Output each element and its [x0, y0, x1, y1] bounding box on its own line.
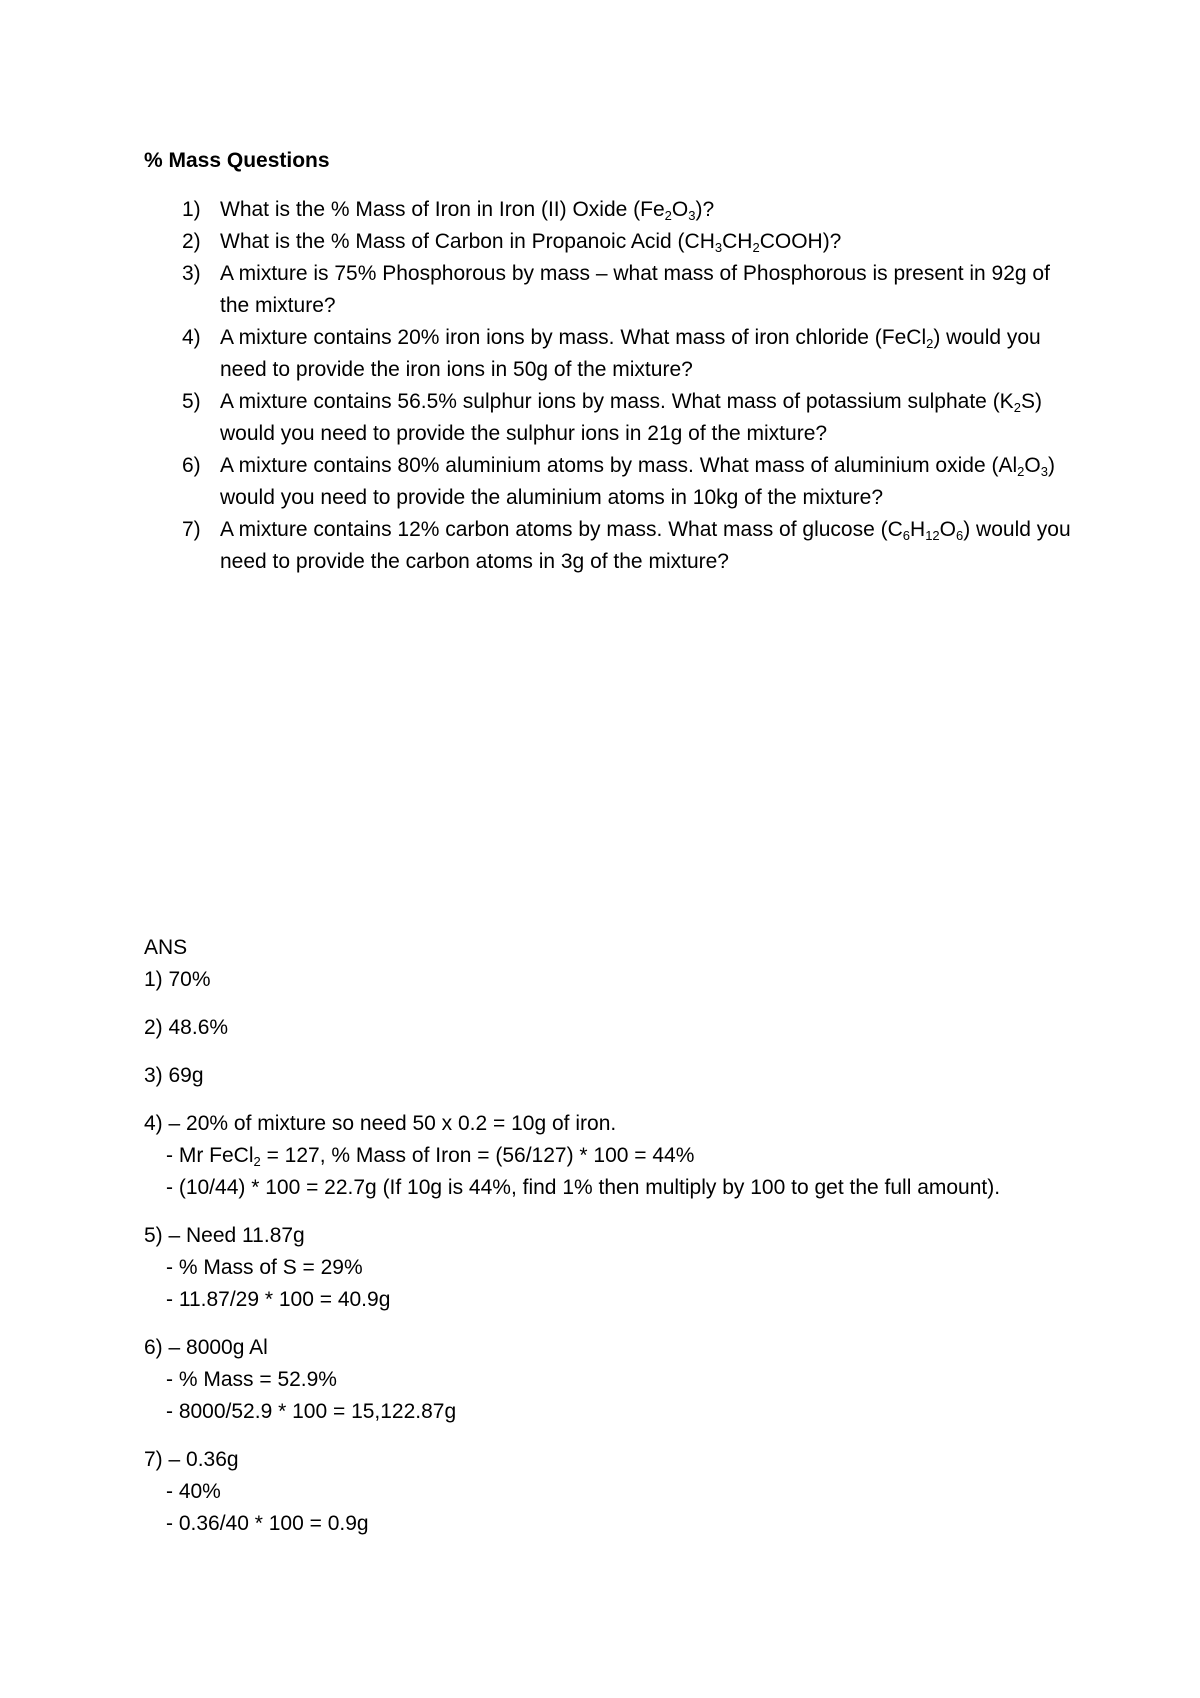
- answer-block: [144, 964, 1104, 996]
- question-item: [144, 450, 1074, 514]
- answers-heading: ANS: [144, 936, 188, 959]
- text-segment: What is the % Mass of Iron in Iron (II) Oxide (Fe: [220, 198, 665, 221]
- question-text: [220, 454, 1055, 509]
- question-item: [144, 322, 1074, 386]
- answer-line: [144, 1332, 1104, 1364]
- subscript: 2: [253, 1154, 261, 1169]
- question-text: [220, 262, 1050, 317]
- answer-block: [144, 1108, 1104, 1204]
- text-segment: 6) – 8000g Al: [144, 1336, 268, 1359]
- text-segment: A mixture is 75% Phosphorous by mass – what mass of Phosphorous is present in 92g of the mixture?: [220, 262, 1050, 317]
- subscript: 6: [902, 528, 911, 543]
- text-segment: - 11.87/29 * 100 = 40.9g: [166, 1288, 391, 1311]
- subscript: 2: [752, 240, 760, 255]
- text-segment: - Mr FeCl: [166, 1144, 254, 1167]
- question-number: 3): [182, 262, 201, 285]
- answer-working-line: [144, 1476, 1104, 1508]
- answers-section: [144, 932, 1104, 1556]
- question-number: 7): [182, 518, 201, 541]
- answer-block: [144, 1012, 1104, 1044]
- text-segment: CH: [722, 230, 753, 253]
- answer-line: [144, 1060, 1104, 1092]
- subscript: 2: [664, 208, 672, 223]
- question-number: 6): [182, 454, 201, 477]
- text-segment: - 40%: [166, 1480, 221, 1503]
- subscript: 6: [956, 528, 964, 543]
- text-segment: - 8000/52.9 * 100 = 15,122.87g: [166, 1400, 457, 1423]
- question-number: 2): [182, 230, 201, 253]
- question-item: [144, 194, 1074, 226]
- text-segment: What is the % Mass of Carbon in Propanoic Acid (CH: [220, 230, 715, 253]
- answer-block: [144, 1444, 1104, 1540]
- answer-working-line: [144, 1172, 1104, 1204]
- answer-working-line: [144, 1252, 1104, 1284]
- text-segment: 2) 48.6%: [144, 1016, 229, 1039]
- answer-line: [144, 1444, 1104, 1476]
- subscript: 3: [714, 240, 723, 255]
- question-text: [220, 390, 1042, 445]
- question-number: 4): [182, 326, 201, 349]
- text-segment: 5) – Need 11.87g: [144, 1224, 305, 1247]
- answer-working-line: [144, 1140, 1104, 1172]
- text-segment: )?: [695, 198, 715, 221]
- text-segment: ) would you need to provide the iron ions in 50g of the mixture?: [220, 326, 1041, 381]
- question-number: 5): [182, 390, 201, 413]
- answer-line: [144, 1220, 1104, 1252]
- answer-block: [144, 1332, 1104, 1428]
- subscript: 2: [926, 336, 934, 351]
- text-segment: O: [671, 198, 689, 221]
- question-text: [220, 230, 841, 253]
- text-segment: 1) 70%: [144, 968, 211, 991]
- answer-block: [144, 1060, 1104, 1092]
- text-segment: 7) – 0.36g: [144, 1448, 239, 1471]
- question-item: [144, 258, 1074, 322]
- question-number: 1): [182, 198, 201, 221]
- answer-block: [144, 1220, 1104, 1316]
- text-segment: A mixture contains 12% carbon atoms by mass. What mass of glucose (C: [220, 518, 903, 541]
- text-segment: - % Mass = 52.9%: [166, 1368, 337, 1391]
- text-segment: ) would you need to provide the aluminium atoms in 10kg of the mixture?: [220, 454, 1055, 509]
- answer-working-line: [144, 1364, 1104, 1396]
- question-item: [144, 226, 1074, 258]
- question-list: [144, 194, 1074, 578]
- subscript: 3: [1040, 464, 1048, 479]
- text-segment: 3) 69g: [144, 1064, 204, 1087]
- question-item: [144, 514, 1074, 578]
- text-segment: A mixture contains 80% aluminium atoms by mass. What mass of aluminium oxide (Al: [220, 454, 1018, 477]
- question-text: [220, 326, 1041, 381]
- question-item: [144, 386, 1074, 450]
- answer-line: [144, 1108, 1104, 1140]
- subscript: 12: [925, 528, 940, 543]
- text-segment: COOH)?: [759, 230, 842, 253]
- text-segment: - 0.36/40 * 100 = 0.9g: [166, 1512, 369, 1535]
- text-segment: A mixture contains 56.5% sulphur ions by mass. What mass of potassium sulphate (K: [220, 390, 1014, 413]
- answer-line: [144, 1012, 1104, 1044]
- text-segment: O: [1024, 454, 1041, 477]
- answer-working-line: [144, 1508, 1104, 1540]
- subscript: 2: [1017, 464, 1025, 479]
- text-segment: - (10/44) * 100 = 22.7g (If 10g is 44%, find 1% then multiply by 100 to get the full amount).: [166, 1176, 1001, 1199]
- text-segment: S) would you need to provide the sulphur ions in 21g of the mixture?: [220, 390, 1042, 445]
- text-segment: - % Mass of S = 29%: [166, 1256, 363, 1279]
- text-segment: O: [939, 518, 956, 541]
- subscript: 2: [1013, 400, 1021, 415]
- question-text: [220, 198, 714, 221]
- document-title: % Mass Questions: [144, 149, 330, 172]
- text-segment: H: [910, 518, 926, 541]
- text-segment: A mixture contains 20% iron ions by mass. What mass of iron chloride (FeCl: [220, 326, 927, 349]
- answer-line: [144, 964, 1104, 996]
- answer-working-line: [144, 1396, 1104, 1428]
- answers-container: [144, 964, 1104, 1540]
- text-segment: ) would you need to provide the carbon atoms in 3g of the mixture?: [220, 518, 1071, 573]
- subscript: 3: [688, 208, 696, 223]
- text-segment: = 127, % Mass of Iron = (56/127) * 100 = 44%: [260, 1144, 695, 1167]
- question-text: [220, 518, 1071, 573]
- answer-working-line: [144, 1284, 1104, 1316]
- text-segment: 4) – 20% of mixture so need 50 x 0.2 = 10g of iron.: [144, 1112, 617, 1135]
